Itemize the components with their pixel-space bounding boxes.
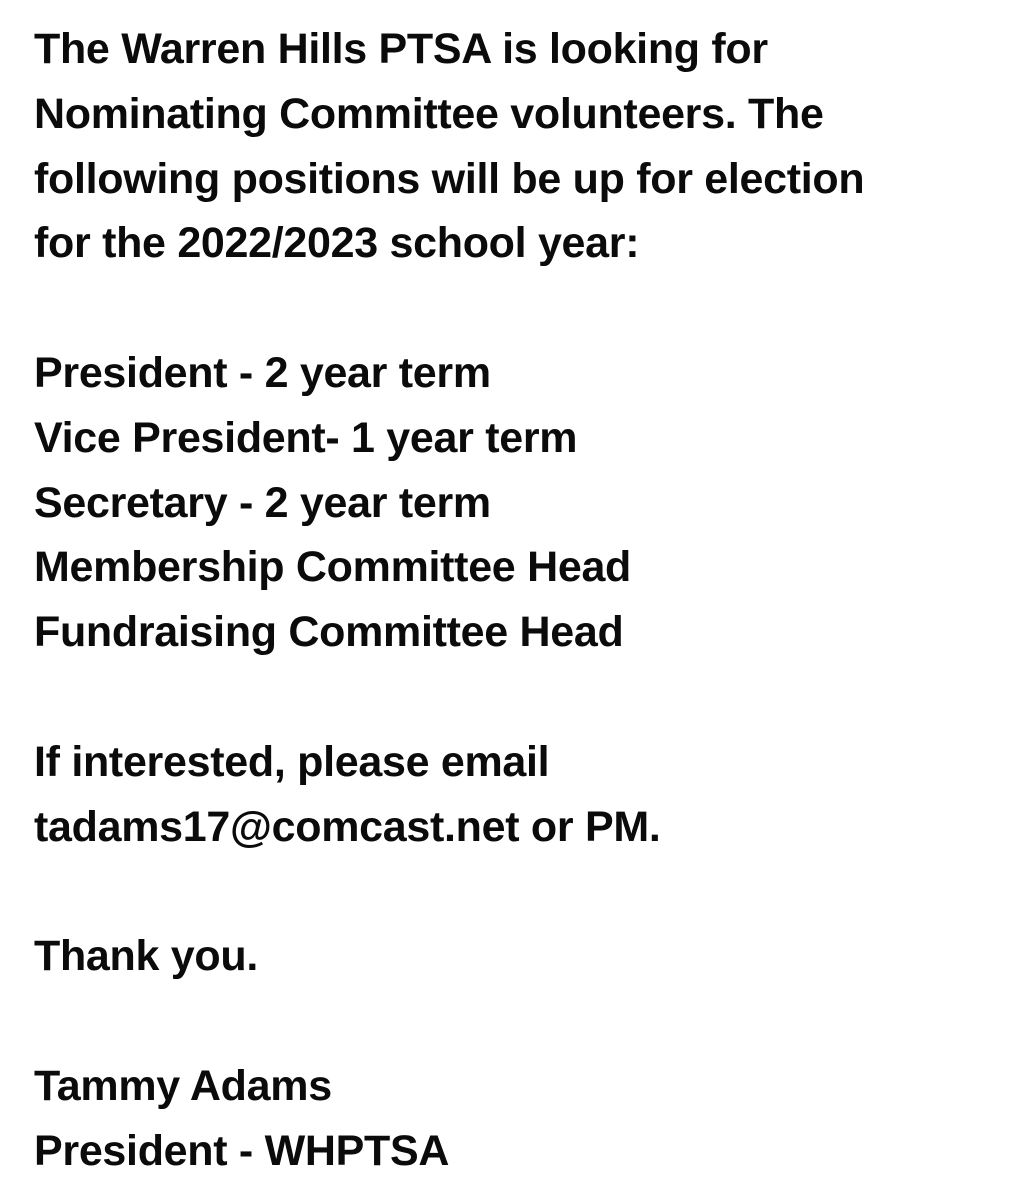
spacer (34, 989, 994, 1054)
intro-line-1: The Warren Hills PTSA is looking for (34, 25, 768, 73)
position-president: President - 2 year term (34, 348, 491, 397)
signature-title: President - WHPTSA (34, 1126, 450, 1175)
contact-line-1: If interested, please email (34, 737, 550, 786)
spacer (34, 859, 994, 924)
position-membership-head: Membership Committee Head (34, 543, 632, 592)
position-secretary: Secretary - 2 year term (34, 478, 491, 527)
signature-name: Tammy Adams (34, 1061, 332, 1110)
position-vice-president: Vice President- 1 year term (34, 413, 578, 462)
spacer (34, 276, 994, 341)
spacer (34, 665, 994, 730)
closing-text: Thank you. (34, 932, 258, 981)
intro-line-2: Nominating Committee volunteers. The (34, 89, 824, 138)
intro-line-4: for the 2022/2023 school year: (34, 219, 640, 268)
contact-line-2: tadams17@comcast.net or PM. (34, 802, 661, 851)
intro-line-3: following positions will be up for election (34, 154, 865, 203)
note-body (34, 17, 994, 1183)
position-fundraising-head: Fundraising Committee Head (34, 608, 624, 657)
